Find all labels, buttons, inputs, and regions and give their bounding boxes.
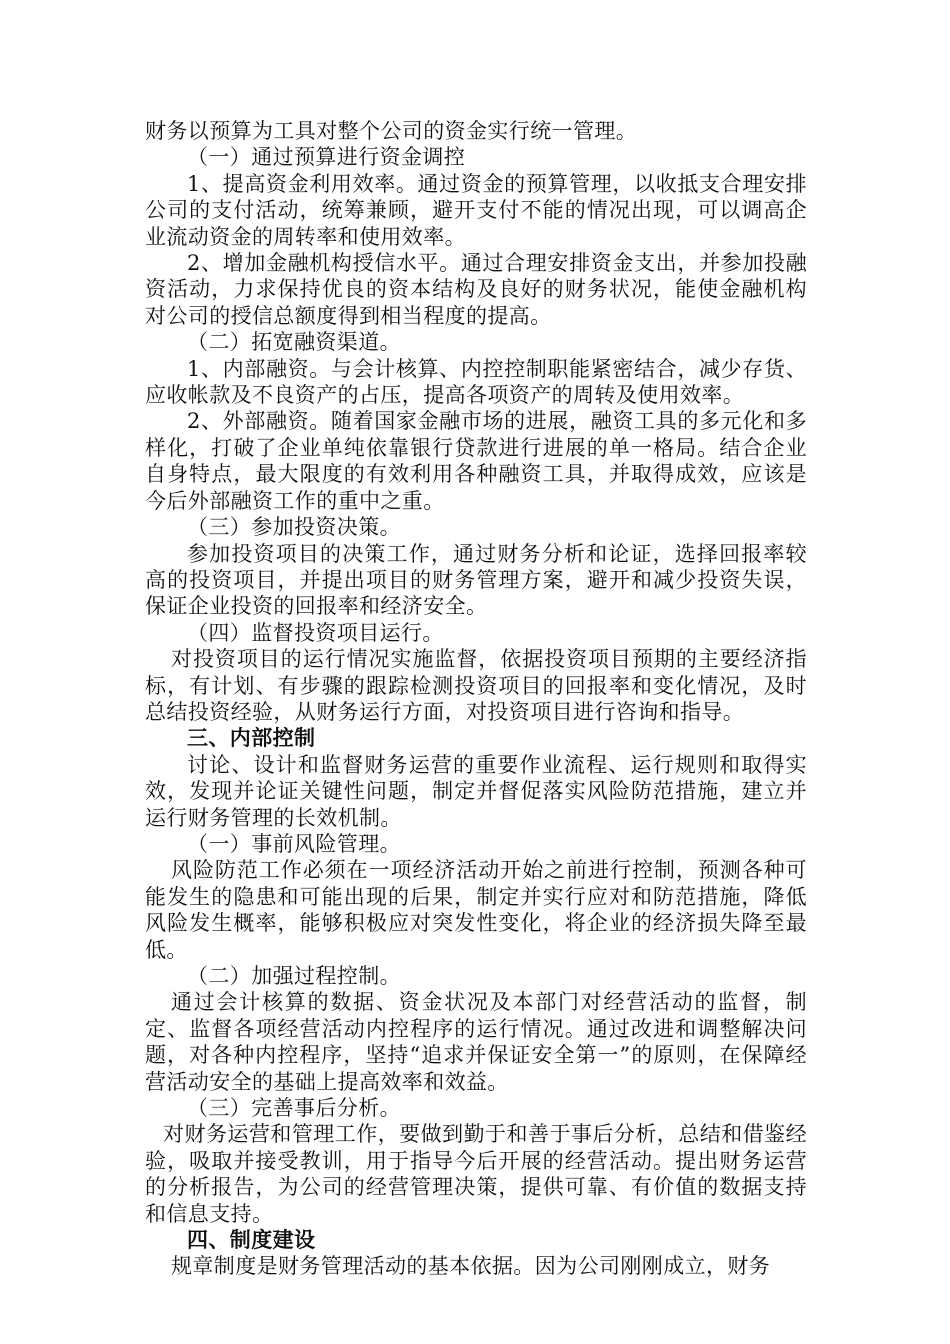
paragraph-fund-efficiency: 1、提高资金利用效率。通过资金的预算管理，以收抵支合理安排公司的支付活动，统筹兼顾，避开支付不能的情况出现，可以调高企业流动资金的周转率和使用效率。 (145, 171, 807, 249)
subheading-investment-supervision: （四）监督投资项目运行。 (187, 620, 444, 645)
paragraph-investment-supervision: 对投资项目的运行情况实施监督，依据投资项目预期的主要经济指标，有计划、有步骤的跟踪检测投资项目的回报率和变化情况，及时总结投资经验，从财务运行方面，对投资项目进行咨询和指导。 (145, 647, 807, 724)
subheading-budget-control: （一）通过预算进行资金调控 (187, 145, 466, 170)
paragraph-internal-financing: 1、内部融资。与会计核算、内控控制职能紧密结合，减少存货、应收帐款及不良资产的占压，提高各项资产的周转及使用效率。 (145, 356, 807, 408)
subheading-process-control: （二）加强过程控制。 (187, 964, 401, 988)
subheading-pre-risk: （一）事前风险管理。 (187, 831, 401, 856)
section-heading-system-building: 四、制度建设 (187, 1227, 316, 1253)
paragraph-internal-control: 讨论、设计和监督财务运营的重要作业流程、运行规则和取得实效，发现并论证关键性问题，制定并督促落实风险防范措施，建立并运行财务管理的长效机制。 (145, 752, 807, 830)
document-body (145, 118, 807, 1280)
subheading-financing-channels: （二）拓宽融资渠道。 (187, 330, 401, 355)
paragraph-investment-decision: 参加投资项目的决策工作，通过财务分析和论证，选择回报率较高的投资项目，并提出项目的财务管理方案，避开和减少投资失误，保证企业投资的回报率和经济安全。 (145, 541, 807, 619)
section-heading-internal-control: 三、内部控制 (187, 725, 316, 751)
subheading-investment-decision: （三）参加投资决策。 (187, 515, 401, 540)
paragraph-system-building: 规章制度是财务管理活动的基本依据。因为公司刚刚成立，财务 (171, 1254, 771, 1279)
subheading-post-analysis: （三）完善事后分析。 (187, 1096, 401, 1121)
paragraph-external-financing: 2、外部融资。随着国家金融市场的进展，融资工具的多元化和多样化，打破了企业单纯依靠银行贷款进行进展的单一格局。结合企业自身特点，最大限度的有效利用各种融资工具，并取得成效，应该是今后外部融资工作的重中之重。 (145, 409, 807, 513)
paragraph-intro: 财务以预算为工具对整个公司的资金实行统一管理。 (145, 119, 638, 143)
paragraph-pre-risk: 风险防范工作必须在一项经济活动开始之前进行控制，预测各种可能发生的隐患和可能出现的后果，制定并实行应对和防范措施，降低风险发生概率，能够积极应对突发性变化，将企业的经济损失降至最低。 (145, 858, 807, 962)
paragraph-process-control: 通过会计核算的数据、资金状况及本部门对经营活动的监督，制定、监督各项经营活动内控程序的运行情况。通过改进和调整解决问题，对各种内控程序，坚持“追求并保证安全第一”的原则，在保障经营活动安全的基础上提高效率和效益。 (145, 990, 807, 1094)
paragraph-post-analysis: 对财务运营和管理工作，要做到勤于和善于事后分析，总结和借鉴经验，吸取并接受教训，用于指导今后开展的经营活动。提出财务运营的分析报告，为公司的经营管理决策，提供可靠、有价值的数据支持和信息支持。 (145, 1122, 807, 1226)
paragraph-credit-level: 2、增加金融机构授信水平。通过合理安排资金支出，并参加投融资活动，力求保持优良的资本结构及良好的财务状况，能使金融机构对公司的授信总额度得到相当程度的提高。 (145, 251, 807, 328)
